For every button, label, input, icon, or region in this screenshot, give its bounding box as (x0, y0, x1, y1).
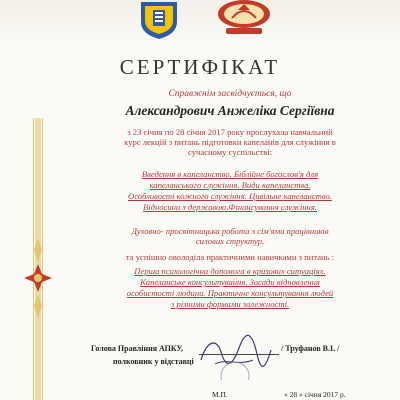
course-paragraph (70, 127, 390, 157)
topic-line: Особливості кожного служіння. Цивільне капеланство. (128, 191, 332, 201)
stamp-label: М.П. (212, 390, 228, 399)
signer-title: Голова Правління АПКУ, (91, 344, 184, 353)
header-band (0, 0, 400, 40)
skill-line: з різними формами залежності. (170, 299, 290, 309)
topic-line: капеланського служіння. Види капеланства. (149, 180, 311, 190)
duty-paragraph (70, 226, 390, 246)
course-line: з 23 січня по 28 січня 2017 року прослухала навчальний (127, 127, 333, 137)
skills-paragraph (70, 266, 390, 310)
decorative-ribbon-icon (22, 118, 54, 400)
handwritten-signature-icon (195, 330, 275, 380)
signer-rank: полковник у відставці (113, 357, 194, 366)
duty-line: Духовно- просвітницька робота з сім'ями працівників (131, 226, 329, 236)
duty-line: силових структур. (195, 236, 265, 246)
recipient-name: Александрович Анжеліка Сергіївна (125, 103, 335, 118)
issue-date: « 28 » січня 2017 р. (284, 390, 346, 399)
certificate-title: СЕРТИФІКАТ (119, 55, 281, 79)
topic-line: Введення в капеланство. Біблійне богослов'я для (141, 169, 319, 179)
skill-line: особистості людини. Практичне консультування людей (126, 288, 334, 298)
institution-shield-logo (135, 0, 183, 40)
topics-paragraph (70, 169, 390, 213)
topic-line: Відносини з державою.Фінансування служіння. (143, 202, 317, 212)
course-line: сучасному суспільстві: (188, 147, 272, 157)
skills-intro: та успішно оволоділа практичними навичками з питань : (125, 252, 335, 262)
skill-line: Капеланське консультування. Засади відновлення (140, 277, 320, 287)
confirmation-text: Справжнім засвідчується, що (168, 89, 292, 99)
skill-line: Перша психологічна допомога в кризових ситуаціях. (134, 266, 326, 276)
association-emblem-logo (214, 0, 274, 38)
course-line: курс лекцій з питань підготовки капеланів для служіння в (124, 137, 336, 147)
signer-name: / Труфанов В.І. / (281, 344, 340, 353)
